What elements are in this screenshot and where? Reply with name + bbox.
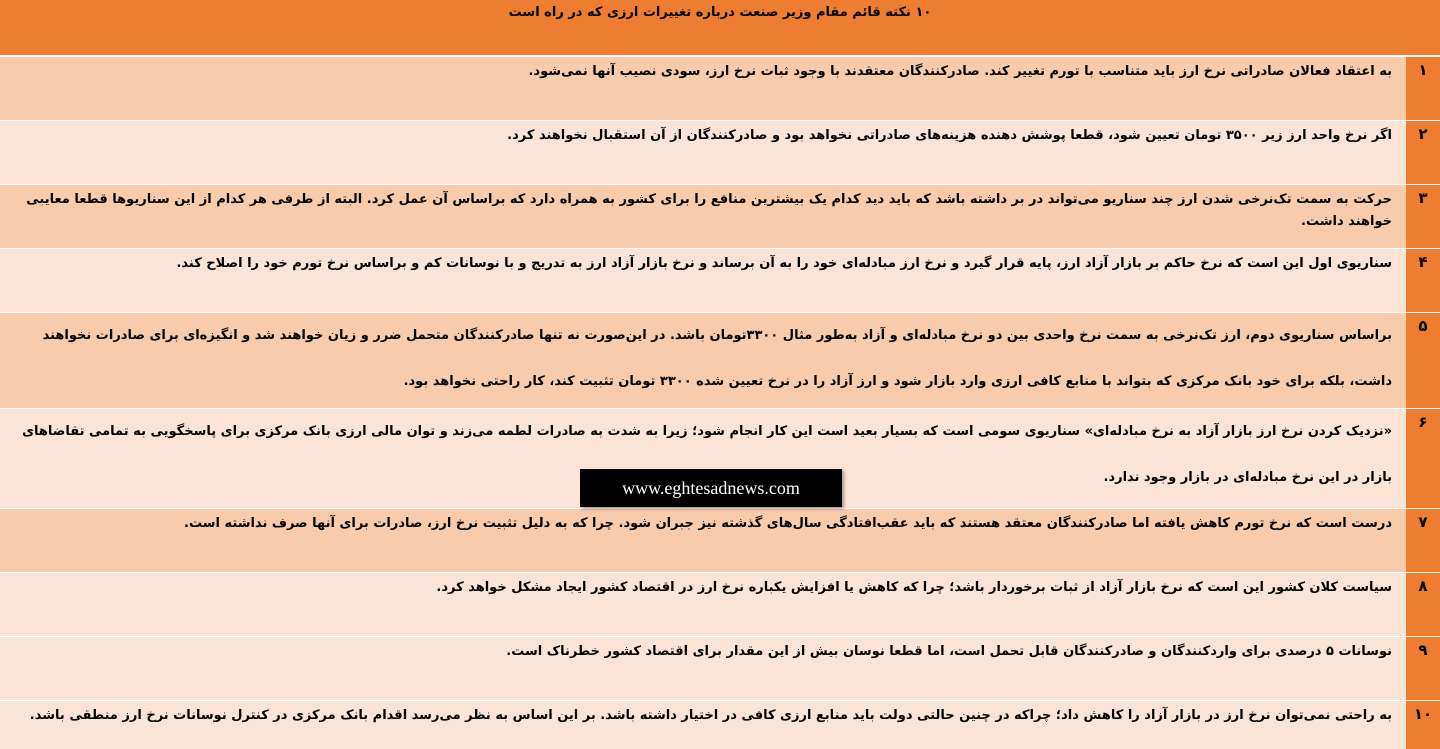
row-number: ۹ — [1406, 637, 1440, 700]
row-text: سیاست کلان کشور این است که نرخ بازار آزاد از ثبات برخوردار باشد؛ چرا که کاهش یا افزایش یکباره نرخ ارز در اقتصاد کشور ایجاد مشکل خواهد کرد. — [0, 573, 1406, 636]
row-text: درست است که نرخ تورم کاهش یافته اما صادرکنندگان معتقد هستند که باید عقب‌افتادگی سال‌های گذشته نیز جبران شود. چرا که به دلیل تثبیت نرخ ارز، صادرات برای آنها صرف نداشته است. — [0, 509, 1406, 572]
row-number: ۱ — [1406, 57, 1440, 120]
table-row — [0, 120, 1440, 184]
table-row — [0, 572, 1440, 636]
table-row — [0, 636, 1440, 700]
row-number: ۶ — [1406, 409, 1440, 508]
row-text: به راحتی نمی‌توان نرخ ارز در بازار آزاد را کاهش داد؛ چراکه در چنین حالتی دولت باید منابع ارزی کافی در اختیار داشته باشد. بر این اساس به نظر می‌رسد اقدام بانک مرکزی در کنترل نوسانات نرخ ارز منطقی باشد. — [0, 701, 1406, 749]
table-row — [0, 248, 1440, 312]
table-row — [0, 184, 1440, 248]
row-text: براساس سناریوی دوم، ارز تک‌نرخی به سمت نرخ واحدی بین دو نرخ مبادله‌ای و آزاد به‌طور مثال ۳۳۰۰تومان باشد. در این‌صورت نه تنها صادرکنندگان متحمل ضرر و زیان خواهند شد و انگیزه‌ای برای صادرات نخواهند داشت، بلکه برای خود بانک مرکزی که بتواند با منابع کافی ارزی وارد بازار شود و ارز آزاد را در نرخ تعیین شده ۳۳۰۰ تومان تثبیت کند، کار راحتی نخواهد بود. — [0, 313, 1406, 408]
row-text: «نزدیک کردن نرخ ارز بازار آزاد به نرخ مبادله‌ای» سناریوی سومی است که بسیار بعید است این کار انجام شود؛ زیرا به شدت به صادرات لطمه می‌زند و توان مالی ارزی بانک مرکزی برای پاسخگویی به تمامی تقاضاهای بازار در این نرخ مبادله‌ای در بازار وجود ندارد. — [0, 409, 1406, 508]
row-text: نوسانات ۵ درصدی برای واردکنندگان و صادرکنندگان قابل تحمل است، اما قطعا نوسان بیش از این مقدار برای اقتصاد کشور خطرناک است. — [0, 637, 1406, 700]
row-number: ۲ — [1406, 121, 1440, 184]
row-number: ۷ — [1406, 509, 1440, 572]
page-title: ۱۰ نکته قائم مقام وزیر صنعت درباره تغییرات ارزی که در راه است — [508, 5, 932, 20]
table-row — [0, 700, 1440, 749]
row-text: حرکت به سمت تک‌نرخی شدن ارز چند سناریو می‌تواند در بر داشته باشد که باید دید کدام یک بیشترین منافع را برای کشور به همراه دارد که براساس آن عمل کرد. البته از طرفی هر کدام از این سناریوها قطعا معایبی خواهند داشت. — [0, 185, 1406, 248]
row-text: سناریوی اول این است که نرخ حاکم بر بازار آزاد ارز، پایه قرار گیرد و نرخ ارز مبادله‌ای خود را به آن برساند و نرخ بازار آزاد ارز به تدریج و با نوسانات کم و براساس نرخ تورم خود را اصلاح کند. — [0, 249, 1406, 312]
watermark-banner: www.eghtesadnews.com — [580, 469, 842, 507]
row-text: اگر نرخ واحد ارز زیر ۳۵۰۰ تومان تعیین شود، قطعا پوشش دهنده هزینه‌های صادراتی نخواهد بود و صادرکنندگان از آن استقبال نخواهند کرد. — [0, 121, 1406, 184]
row-number: ۱۰ — [1406, 701, 1440, 749]
table-row — [0, 56, 1440, 120]
table-row — [0, 508, 1440, 572]
table-header — [0, 0, 1440, 56]
row-number: ۸ — [1406, 573, 1440, 636]
row-text: به اعتقاد فعالان صادراتی نرخ ارز باید متناسب با تورم تغییر کند. صادرکنندگان معتقدند با وجود ثبات نرخ ارز، سودی نصیب آنها نمی‌شود. — [0, 57, 1406, 120]
row-number: ۵ — [1406, 313, 1440, 408]
table-row — [0, 312, 1440, 408]
row-number: ۴ — [1406, 249, 1440, 312]
row-number: ۳ — [1406, 185, 1440, 248]
